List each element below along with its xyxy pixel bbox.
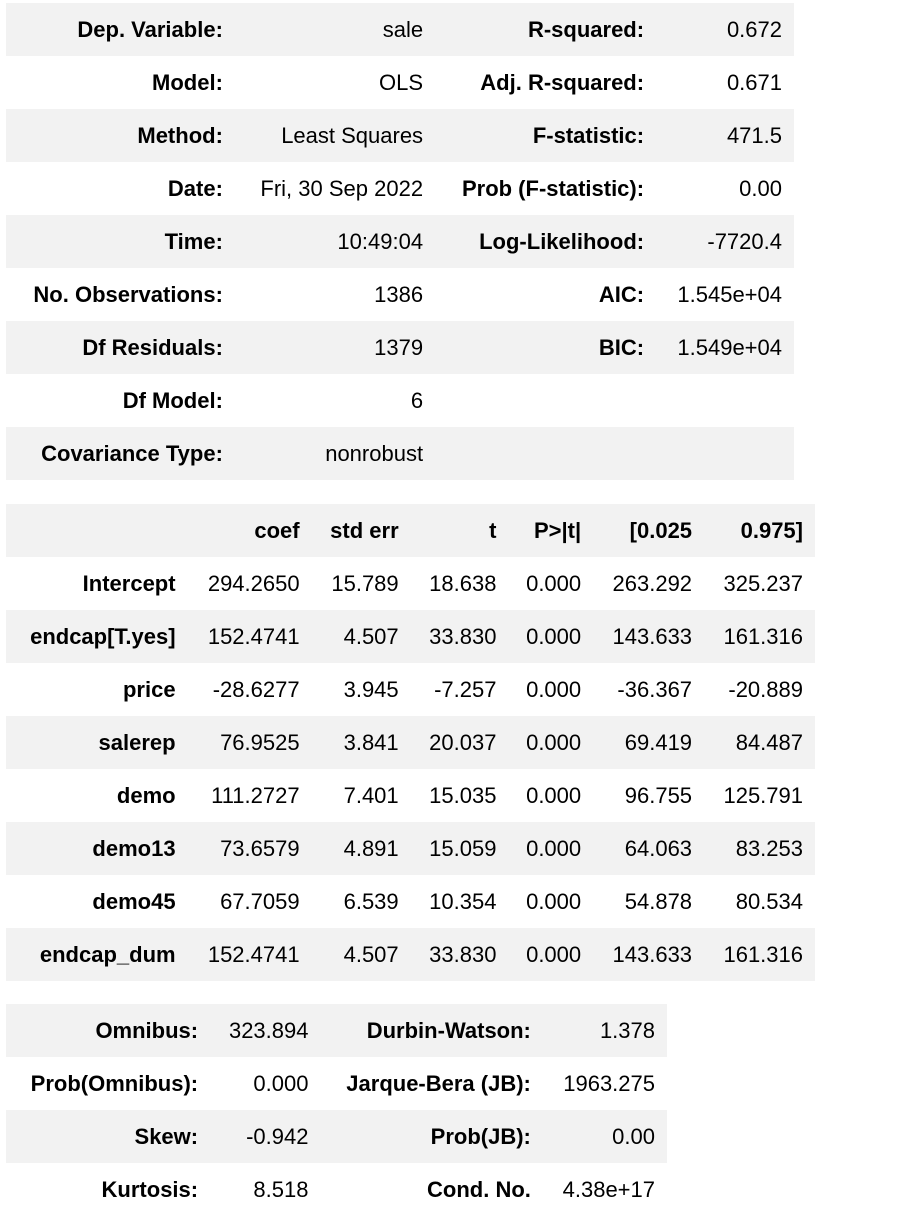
column-header: 0.975] bbox=[740, 518, 803, 543]
table-cell: 0.000 bbox=[526, 942, 582, 967]
stat-value bbox=[656, 374, 794, 427]
table-row bbox=[6, 215, 794, 268]
stat-label: R-squared: bbox=[527, 17, 645, 42]
table-cell: -36.367 bbox=[617, 677, 693, 702]
variable-name: demo bbox=[116, 783, 176, 808]
diagnostics-table bbox=[6, 1004, 667, 1216]
table-row bbox=[6, 1163, 667, 1216]
column-header: P>|t| bbox=[533, 518, 582, 543]
table-row bbox=[6, 928, 815, 981]
stat-label: Model: bbox=[152, 70, 223, 95]
variable-name: demo13 bbox=[92, 836, 176, 861]
table-cell: 54.878 bbox=[624, 889, 693, 914]
coefficients-table bbox=[6, 504, 815, 981]
table-row bbox=[6, 1004, 667, 1057]
stat-value: 0.000 bbox=[253, 1071, 309, 1096]
table-cell: 125.791 bbox=[723, 783, 803, 808]
stat-value bbox=[656, 427, 794, 480]
table-cell: 83.253 bbox=[735, 836, 803, 861]
table-cell: 152.4741 bbox=[207, 942, 300, 967]
stat-label: Log-Likelihood: bbox=[479, 229, 645, 254]
stat-value: 10:49:04 bbox=[337, 229, 424, 254]
table-cell: 6.539 bbox=[343, 889, 399, 914]
table-row bbox=[6, 557, 815, 610]
stat-label: Jarque-Bera (JB): bbox=[346, 1071, 531, 1096]
stat-label: No. Observations: bbox=[33, 282, 223, 307]
column-header: coef bbox=[254, 518, 300, 543]
column-header: std err bbox=[330, 518, 399, 543]
table-cell: 4.891 bbox=[343, 836, 399, 861]
table-row bbox=[6, 769, 815, 822]
table-cell: 80.534 bbox=[735, 889, 803, 914]
table-cell: 15.059 bbox=[429, 836, 497, 861]
table-cell: 69.419 bbox=[624, 730, 693, 755]
table-cell: 263.292 bbox=[612, 571, 693, 596]
table-cell: 10.354 bbox=[429, 889, 497, 914]
header-row bbox=[6, 504, 815, 557]
stat-label: Df Residuals: bbox=[82, 335, 223, 360]
stat-value: 8.518 bbox=[253, 1177, 309, 1202]
table-cell: 161.316 bbox=[723, 624, 803, 649]
stat-value: 323.894 bbox=[228, 1018, 309, 1043]
stat-label: Method: bbox=[137, 123, 223, 148]
stat-label: Time: bbox=[164, 229, 223, 254]
variable-name: price bbox=[122, 677, 176, 702]
stat-label: AIC: bbox=[598, 282, 645, 307]
table-cell: 18.638 bbox=[429, 571, 497, 596]
table-cell: 73.6579 bbox=[220, 836, 300, 861]
stat-value: Least Squares bbox=[281, 123, 424, 148]
stat-label: Durbin-Watson: bbox=[366, 1018, 531, 1043]
column-header bbox=[6, 504, 188, 557]
stat-label: Kurtosis: bbox=[101, 1177, 199, 1202]
stat-label: Df Model: bbox=[122, 388, 223, 413]
table-cell: 111.2727 bbox=[211, 783, 300, 808]
table-row bbox=[6, 56, 794, 109]
table-row bbox=[6, 374, 794, 427]
table-row bbox=[6, 268, 794, 321]
stat-label: Cond. No. bbox=[427, 1177, 531, 1202]
model-summary-table bbox=[6, 3, 794, 480]
table-cell: 15.035 bbox=[429, 783, 497, 808]
table-row bbox=[6, 1110, 667, 1163]
variable-name: endcap[T.yes] bbox=[30, 624, 176, 649]
table-cell: 3.945 bbox=[343, 677, 399, 702]
table-cell: 84.487 bbox=[735, 730, 803, 755]
table-row bbox=[6, 822, 815, 875]
variable-name: endcap_dum bbox=[39, 942, 176, 967]
stat-value: 1.378 bbox=[599, 1018, 655, 1043]
table-row bbox=[6, 610, 815, 663]
stat-label: F-statistic: bbox=[532, 123, 645, 148]
table-cell: 4.507 bbox=[343, 624, 399, 649]
column-header: [0.025 bbox=[629, 518, 693, 543]
stat-label bbox=[435, 374, 656, 427]
column-header: t bbox=[489, 518, 497, 543]
stat-value: sale bbox=[382, 17, 424, 42]
stat-value: -7720.4 bbox=[707, 229, 782, 254]
table-cell: 20.037 bbox=[429, 730, 497, 755]
stat-value: 1386 bbox=[374, 282, 424, 307]
variable-name: demo45 bbox=[92, 889, 176, 914]
table-cell: 0.000 bbox=[526, 889, 582, 914]
table-cell: 67.7059 bbox=[220, 889, 300, 914]
table-row bbox=[6, 427, 794, 480]
model-summary-body bbox=[6, 3, 794, 480]
table-cell: 0.000 bbox=[526, 783, 582, 808]
stat-value: 1.545e+04 bbox=[677, 282, 782, 307]
variable-name: salerep bbox=[98, 730, 176, 755]
stat-value: OLS bbox=[379, 70, 424, 95]
stat-value: 1963.275 bbox=[563, 1071, 655, 1096]
table-row bbox=[6, 663, 815, 716]
table-cell: -20.889 bbox=[728, 677, 803, 702]
table-cell: 3.841 bbox=[343, 730, 399, 755]
stat-label: Covariance Type: bbox=[41, 441, 223, 466]
table-cell: 33.830 bbox=[429, 942, 497, 967]
stat-label: Omnibus: bbox=[95, 1018, 199, 1043]
table-cell: 96.755 bbox=[624, 783, 693, 808]
stat-label: Skew: bbox=[134, 1124, 199, 1149]
table-cell: 0.000 bbox=[526, 571, 582, 596]
table-cell: 143.633 bbox=[612, 942, 693, 967]
table-cell: 15.789 bbox=[331, 571, 399, 596]
diagnostics-body bbox=[6, 1004, 667, 1216]
table-cell: 64.063 bbox=[624, 836, 693, 861]
stat-label: Prob(JB): bbox=[430, 1124, 531, 1149]
stat-label: Prob(Omnibus): bbox=[30, 1071, 199, 1096]
table-cell: 152.4741 bbox=[207, 624, 300, 649]
stat-value: 0.671 bbox=[726, 70, 782, 95]
table-cell: 161.316 bbox=[723, 942, 803, 967]
table-cell: -28.6277 bbox=[212, 677, 300, 702]
table-cell: 0.000 bbox=[526, 836, 582, 861]
stat-label: BIC: bbox=[598, 335, 645, 360]
table-row bbox=[6, 109, 794, 162]
coefficients-body bbox=[6, 557, 815, 981]
table-cell: 143.633 bbox=[612, 624, 693, 649]
stat-value: 0.00 bbox=[612, 1124, 655, 1149]
stat-value: nonrobust bbox=[325, 441, 424, 466]
variable-name: Intercept bbox=[82, 571, 176, 596]
table-row bbox=[6, 321, 794, 374]
stat-label bbox=[435, 427, 656, 480]
stat-value: 1379 bbox=[374, 335, 424, 360]
stat-value: 471.5 bbox=[726, 123, 782, 148]
table-cell: 0.000 bbox=[526, 624, 582, 649]
stat-value: -0.942 bbox=[246, 1124, 309, 1149]
table-cell: 7.401 bbox=[343, 783, 399, 808]
table-cell: -7.257 bbox=[434, 677, 497, 702]
table-cell: 294.2650 bbox=[207, 571, 300, 596]
stat-label: Date: bbox=[167, 176, 223, 201]
table-cell: 0.000 bbox=[526, 677, 582, 702]
stat-value: Fri, 30 Sep 2022 bbox=[260, 176, 424, 201]
stat-value: 0.672 bbox=[726, 17, 782, 42]
stat-label: Dep. Variable: bbox=[77, 17, 223, 42]
stat-value: 1.549e+04 bbox=[677, 335, 782, 360]
table-cell: 33.830 bbox=[429, 624, 497, 649]
table-row bbox=[6, 1057, 667, 1110]
table-row bbox=[6, 875, 815, 928]
table-cell: 76.9525 bbox=[220, 730, 300, 755]
table-row bbox=[6, 3, 794, 56]
table-row bbox=[6, 716, 815, 769]
table-row bbox=[6, 162, 794, 215]
coefficients-header bbox=[6, 504, 815, 557]
stat-value: 4.38e+17 bbox=[562, 1177, 655, 1202]
table-cell: 325.237 bbox=[723, 571, 803, 596]
stat-label: Prob (F-statistic): bbox=[461, 176, 645, 201]
table-cell: 0.000 bbox=[526, 730, 582, 755]
stat-value: 0.00 bbox=[739, 176, 782, 201]
table-cell: 4.507 bbox=[343, 942, 399, 967]
stat-label: Adj. R-squared: bbox=[480, 70, 645, 95]
stat-value: 6 bbox=[410, 388, 424, 413]
